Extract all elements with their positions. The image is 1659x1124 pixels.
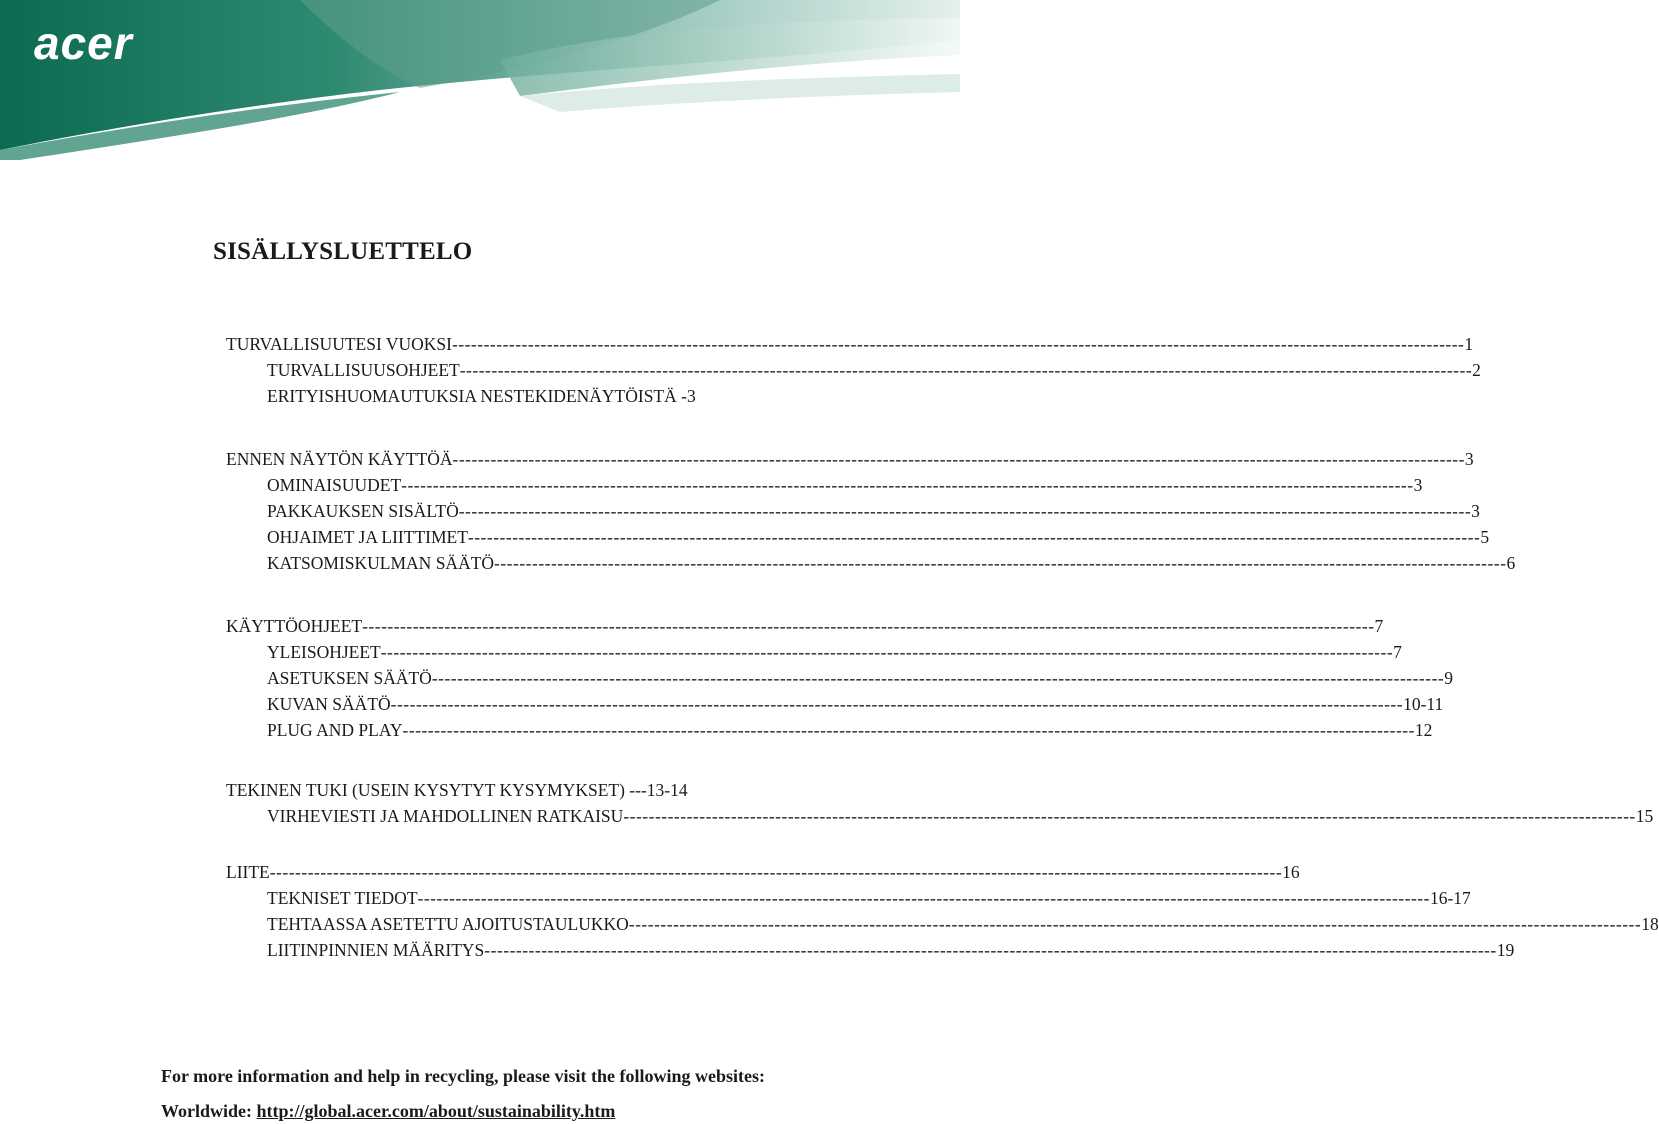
worldwide-line: [161, 1101, 615, 1122]
toc-entry[interactable]: [267, 526, 1490, 548]
toc-entry-label: OHJAIMET JA LIITTIMET: [267, 527, 468, 547]
toc-leader-dashes: ----------------------------------------------------------------------------------------------------------------------------------------------------------------: [484, 940, 1497, 960]
toc-entry-label: KATSOMISKULMAN SÄÄTÖ: [267, 553, 495, 573]
toc-leader-dashes: ----------------------------------------------------------------------------------------------------------------------------------------------------------------: [401, 475, 1414, 495]
toc-entry[interactable]: [267, 693, 1444, 715]
toc-entry-page: 12: [1414, 720, 1433, 740]
toc-entry[interactable]: [267, 939, 1515, 961]
sustainability-link[interactable]: http://global.acer.com/about/sustainability.htm: [256, 1101, 616, 1121]
worldwide-label: Worldwide:: [161, 1101, 257, 1121]
toc-entry-page: 3: [1471, 501, 1480, 521]
toc-entry[interactable]: [267, 667, 1453, 689]
toc-entry[interactable]: [267, 359, 1481, 381]
toc-leader-dashes: ----------------------------------------------------------------------------------------------------------------------------------------------------------------: [362, 616, 1375, 636]
toc-entry-label: VIRHEVIESTI JA MAHDOLLINEN RATKAISU: [267, 806, 624, 826]
toc-entry-label: ENNEN NÄYTÖN KÄYTTÖÄ: [226, 449, 453, 469]
toc-leader-dashes: ----------------------------------------------------------------------------------------------------------------------------------------------------------------: [459, 360, 1473, 380]
toc-leader-dashes: ----------------------------------------------------------------------------------------------------------------------------------------------------------------: [417, 888, 1430, 908]
toc-entry-page: 2: [1472, 360, 1481, 380]
toc-entry-page: 3: [1413, 475, 1423, 495]
toc-entry[interactable]: [267, 500, 1480, 522]
toc-entry-page: 6: [1506, 553, 1516, 573]
toc-entry[interactable]: [267, 385, 767, 407]
toc-entry-label: ERITYISHUOMAUTUKSIA NESTEKIDENÄYTÖISTÄ -: [267, 386, 687, 406]
toc-entry[interactable]: [226, 448, 1474, 470]
toc-entry-label: TEKNISET TIEDOT: [267, 888, 418, 908]
toc-entry-label: PAKKAUKSEN SISÄLTÖ: [267, 501, 459, 521]
toc-entry-label: TURVALLISUUSOHJEET: [267, 360, 460, 380]
toc-entry[interactable]: [226, 779, 772, 801]
toc-entry-page: 16: [1282, 862, 1300, 882]
toc-entry[interactable]: [267, 913, 1659, 935]
toc-leader-dashes: ----------------------------------------------------------------------------------------------------------------------------------------------------------------: [452, 449, 1465, 469]
toc-entry-page: 3: [1464, 449, 1474, 469]
toc-entry-page: 10-11: [1403, 694, 1444, 714]
toc-entry-label: LIITE: [226, 862, 270, 882]
toc-leader-dashes: ----------------------------------------------------------------------------------------------------------------------------------------------------------------: [451, 334, 1465, 354]
toc-entry-page: 18: [1641, 914, 1659, 934]
toc-leader-dashes: ----------------------------------------------------------------------------------------------------------------------------------------------------------------: [390, 694, 1404, 714]
toc-leader-dashes: ----------------------------------------------------------------------------------------------------------------------------------------------------------------: [269, 862, 1283, 882]
toc-entry-label: ASETUKSEN SÄÄTÖ: [267, 668, 432, 688]
toc-entry-label: TEKINEN TUKI (USEIN KYSYTYT KYSYMYKSET) ---: [226, 780, 647, 800]
toc-entry-label: PLUG AND PLAY: [267, 720, 403, 740]
toc-entry-page: 7: [1374, 616, 1384, 636]
toc-entry[interactable]: [226, 333, 1474, 355]
toc-entry-page: 7: [1393, 642, 1402, 662]
toc-entry-label: YLEISOHJEET: [267, 642, 381, 662]
toc-entry-page: 5: [1480, 527, 1490, 547]
toc-entry[interactable]: [226, 615, 1384, 637]
toc-leader-dashes: ----------------------------------------------------------------------------------------------------------------------------------------------------------------: [458, 501, 1472, 521]
toc-entry[interactable]: [267, 552, 1516, 574]
toc-entry-label: TEHTAASSA ASETETTU AJOITUSTAULUKKO: [267, 914, 629, 934]
toc-entry-page: 19: [1496, 940, 1515, 960]
toc-entry[interactable]: [267, 474, 1423, 496]
toc-entry-label: KUVAN SÄÄTÖ: [267, 694, 391, 714]
toc-leader-dashes: ----------------------------------------------------------------------------------------------------------------------------------------------------------------: [467, 527, 1481, 547]
acer-logo: acer: [34, 17, 133, 69]
toc-entry-page: 16-17: [1429, 888, 1471, 908]
toc-entry-page: 3: [686, 386, 696, 406]
toc-entry-page: 13-14: [646, 780, 688, 800]
toc-leader-dashes: ----------------------------------------------------------------------------------------------------------------------------------------------------------------: [402, 720, 1415, 740]
toc-entry-page: 9: [1444, 668, 1453, 688]
page-title: SISÄLLYSLUETTELO: [213, 238, 473, 265]
toc-entry-label: OMINAISUUDET: [267, 475, 402, 495]
toc-entry[interactable]: [226, 861, 1300, 883]
toc-leader-dashes: ----------------------------------------------------------------------------------------------------------------------------------------------------------------: [628, 914, 1642, 934]
toc-entry-label: TURVALLISUUTESI VUOKSI: [226, 334, 452, 354]
recycling-info: For more information and help in recycling, please visit the following websites:: [161, 1066, 765, 1086]
toc-leader-dashes: ----------------------------------------------------------------------------------------------------------------------------------------------------------------: [623, 806, 1636, 826]
toc-entry[interactable]: [267, 887, 1471, 909]
toc-leader-dashes: ----------------------------------------------------------------------------------------------------------------------------------------------------------------: [380, 642, 1394, 662]
toc-entry[interactable]: [267, 641, 1402, 663]
toc-entry[interactable]: [267, 805, 1654, 827]
toc-entry-page: 1: [1464, 334, 1474, 354]
toc-leader-dashes: ----------------------------------------------------------------------------------------------------------------------------------------------------------------: [494, 553, 1507, 573]
toc-entry-page: 15: [1635, 806, 1654, 826]
toc-entry-label: KÄYTTÖOHJEET: [226, 616, 363, 636]
toc-entry[interactable]: [267, 719, 1433, 741]
toc-leader-dashes: ----------------------------------------------------------------------------------------------------------------------------------------------------------------: [431, 668, 1445, 688]
toc-entry-label: LIITINPINNIEN MÄÄRITYS: [267, 940, 485, 960]
